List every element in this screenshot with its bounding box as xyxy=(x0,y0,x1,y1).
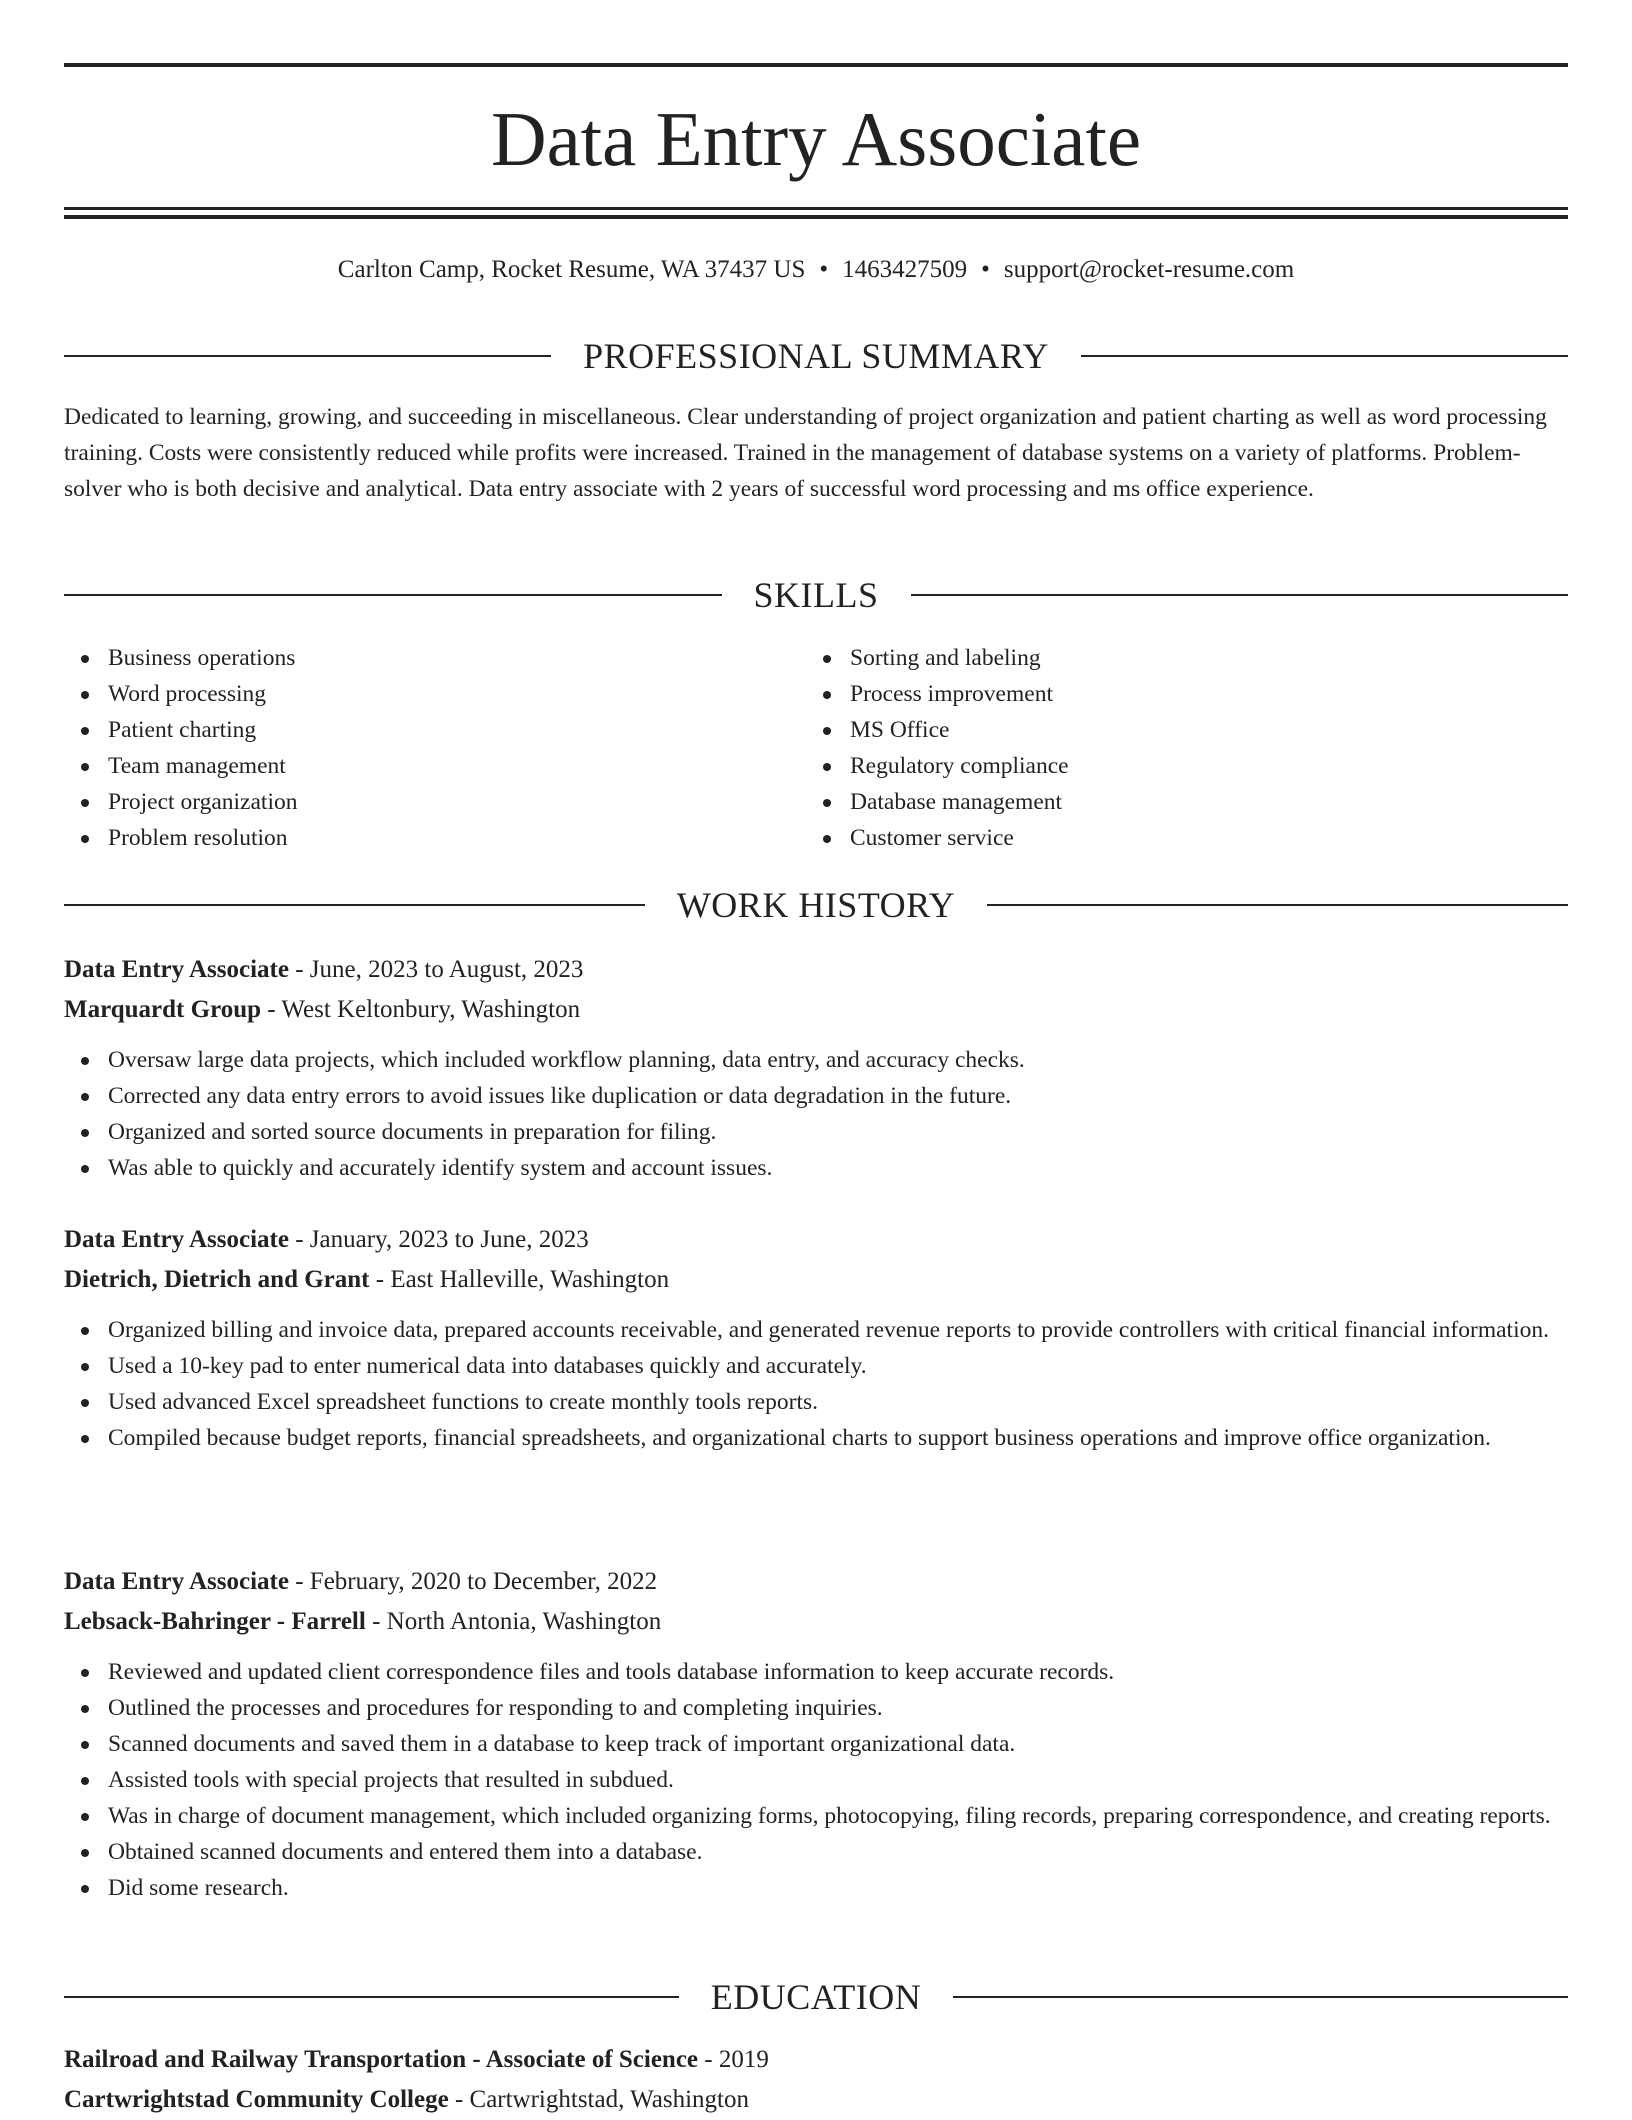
job-title: Data Entry Associate xyxy=(64,1226,289,1253)
section-title: EDUCATION xyxy=(710,1977,922,2017)
job-bullet: Was able to quickly and accurately identify system and account issues. xyxy=(64,1150,1568,1186)
job-bullet: Did some research. xyxy=(64,1870,1568,1906)
skill-item: MS Office xyxy=(806,712,1506,748)
skills-list-right xyxy=(806,640,1506,856)
job-bullet: Organized billing and invoice data, prepared accounts receivable, and generated revenue reports to provide controllers with critical financial information. xyxy=(64,1312,1568,1348)
skill-item: Word processing xyxy=(64,676,764,712)
job-title-line xyxy=(64,1562,1568,1602)
section-title: PROFESSIONAL SUMMARY xyxy=(583,336,1049,376)
job-bullet: Compiled because budget reports, financial spreadsheets, and organizational charts to support business operations and improve office organization. xyxy=(64,1420,1568,1456)
job-dates: - January, 2023 to June, 2023 xyxy=(288,1226,589,1253)
contact-separator: • xyxy=(819,256,829,283)
section-title: SKILLS xyxy=(753,575,879,615)
skill-item: Problem resolution xyxy=(64,820,764,856)
job-entry xyxy=(64,1562,1568,1906)
skill-item: Business operations xyxy=(64,640,764,676)
job-company-line xyxy=(64,990,1568,1030)
title-rule-upper xyxy=(64,207,1568,210)
summary-text: Dedicated to learning, growing, and succeeding in miscellaneous. Clear understanding of project organization and patient charting as well as word processing training. Costs were consistently reduced while profits were increased. Trained in the management of database systems on a variety of platforms. Problem-solver who is both decisive and analytical. Data entry associate with 2 years of successful word processing and ms office experience. xyxy=(64,404,1547,502)
job-bullet: Reviewed and updated client correspondence files and tools database information to keep accurate records. xyxy=(64,1654,1568,1690)
section-title: WORK HISTORY xyxy=(676,885,956,925)
section-heading-summary xyxy=(64,334,1568,378)
job-bullets xyxy=(64,1312,1568,1456)
education-location: - Cartwrightstad, Washington xyxy=(448,2086,749,2113)
job-company: Lebsack-Bahringer - Farrell xyxy=(64,1608,366,1635)
skill-item: Sorting and labeling xyxy=(806,640,1506,676)
job-bullet: Scanned documents and saved them in a database to keep track of important organizational data. xyxy=(64,1726,1568,1762)
job-bullet: Assisted tools with special projects that resulted in subdued. xyxy=(64,1762,1568,1798)
job-bullets xyxy=(64,1654,1568,1906)
job-company: Marquardt Group xyxy=(64,996,262,1023)
job-company: Dietrich, Dietrich and Grant xyxy=(64,1266,370,1293)
skills-list-left xyxy=(64,640,764,856)
job-title-line xyxy=(64,950,1568,990)
job-bullet: Obtained scanned documents and entered them into a database. xyxy=(64,1834,1568,1870)
job-dates: - February, 2020 to December, 2022 xyxy=(288,1568,658,1595)
education-degree-line xyxy=(64,2040,1568,2080)
education-school-line xyxy=(64,2080,1568,2120)
contact-line xyxy=(64,252,1568,288)
heading-rule xyxy=(64,594,722,596)
job-location: - North Antonia, Washington xyxy=(365,1608,662,1635)
job-location: - East Halleville, Washington xyxy=(369,1266,670,1293)
skill-item: Project organization xyxy=(64,784,764,820)
job-bullet: Used a 10-key pad to enter numerical data into databases quickly and accurately. xyxy=(64,1348,1568,1384)
section-heading-education xyxy=(64,1975,1568,2019)
heading-rule xyxy=(911,594,1569,596)
contact-phone: 1463427509 xyxy=(842,256,968,283)
education-school: Cartwrightstad Community College xyxy=(64,2086,449,2113)
heading-rule xyxy=(1081,355,1568,357)
job-bullet: Used advanced Excel spreadsheet functions to create monthly tools reports. xyxy=(64,1384,1568,1420)
contact-separator: • xyxy=(981,256,990,283)
job-bullet: Corrected any data entry errors to avoid issues like duplication or data degradation in the future. xyxy=(64,1078,1568,1114)
job-bullet: Outlined the processes and procedures for responding to and completing inquiries. xyxy=(64,1690,1568,1726)
job-entry xyxy=(64,1220,1568,1456)
job-bullet: Organized and sorted source documents in preparation for filing. xyxy=(64,1114,1568,1150)
section-heading-work xyxy=(64,883,1568,927)
job-company-line xyxy=(64,1260,1568,1300)
job-company-line xyxy=(64,1602,1568,1642)
skill-item: Process improvement xyxy=(806,676,1506,712)
job-bullet: Oversaw large data projects, which included workflow planning, data entry, and accuracy checks. xyxy=(64,1042,1568,1078)
job-bullet: Was in charge of document management, which included organizing forms, photocopying, filing records, preparing correspondence, and creating reports. xyxy=(64,1798,1568,1834)
resume-title: Data Entry Associate xyxy=(490,96,1142,182)
job-title: Data Entry Associate xyxy=(64,1568,289,1595)
skill-item: Regulatory compliance xyxy=(806,748,1506,784)
skill-item: Customer service xyxy=(806,820,1506,856)
heading-rule xyxy=(953,1996,1568,1998)
section-heading-skills xyxy=(64,573,1568,617)
job-title-line xyxy=(64,1220,1568,1260)
skill-item: Database management xyxy=(806,784,1506,820)
education-degree: Railroad and Railway Transportation - Associate of Science xyxy=(64,2046,699,2073)
title-rule-lower xyxy=(64,215,1568,219)
heading-rule xyxy=(64,355,551,357)
heading-rule xyxy=(64,1996,679,1998)
job-title: Data Entry Associate xyxy=(64,956,289,983)
job-entry xyxy=(64,950,1568,1186)
heading-rule xyxy=(987,904,1568,906)
contact-email: support@rocket-resume.com xyxy=(1003,256,1295,283)
heading-rule xyxy=(64,904,645,906)
education-year: - 2019 xyxy=(698,2046,769,2073)
skill-item: Team management xyxy=(64,748,764,784)
job-bullets xyxy=(64,1042,1568,1186)
contact-address: Carlton Camp, Rocket Resume, WA 37437 US xyxy=(337,256,806,283)
education-entry xyxy=(64,2040,1568,2120)
skill-item: Patient charting xyxy=(64,712,764,748)
job-location: - West Keltonbury, Washington xyxy=(261,996,581,1023)
top-rule xyxy=(64,63,1568,67)
job-dates: - June, 2023 to August, 2023 xyxy=(288,956,584,983)
